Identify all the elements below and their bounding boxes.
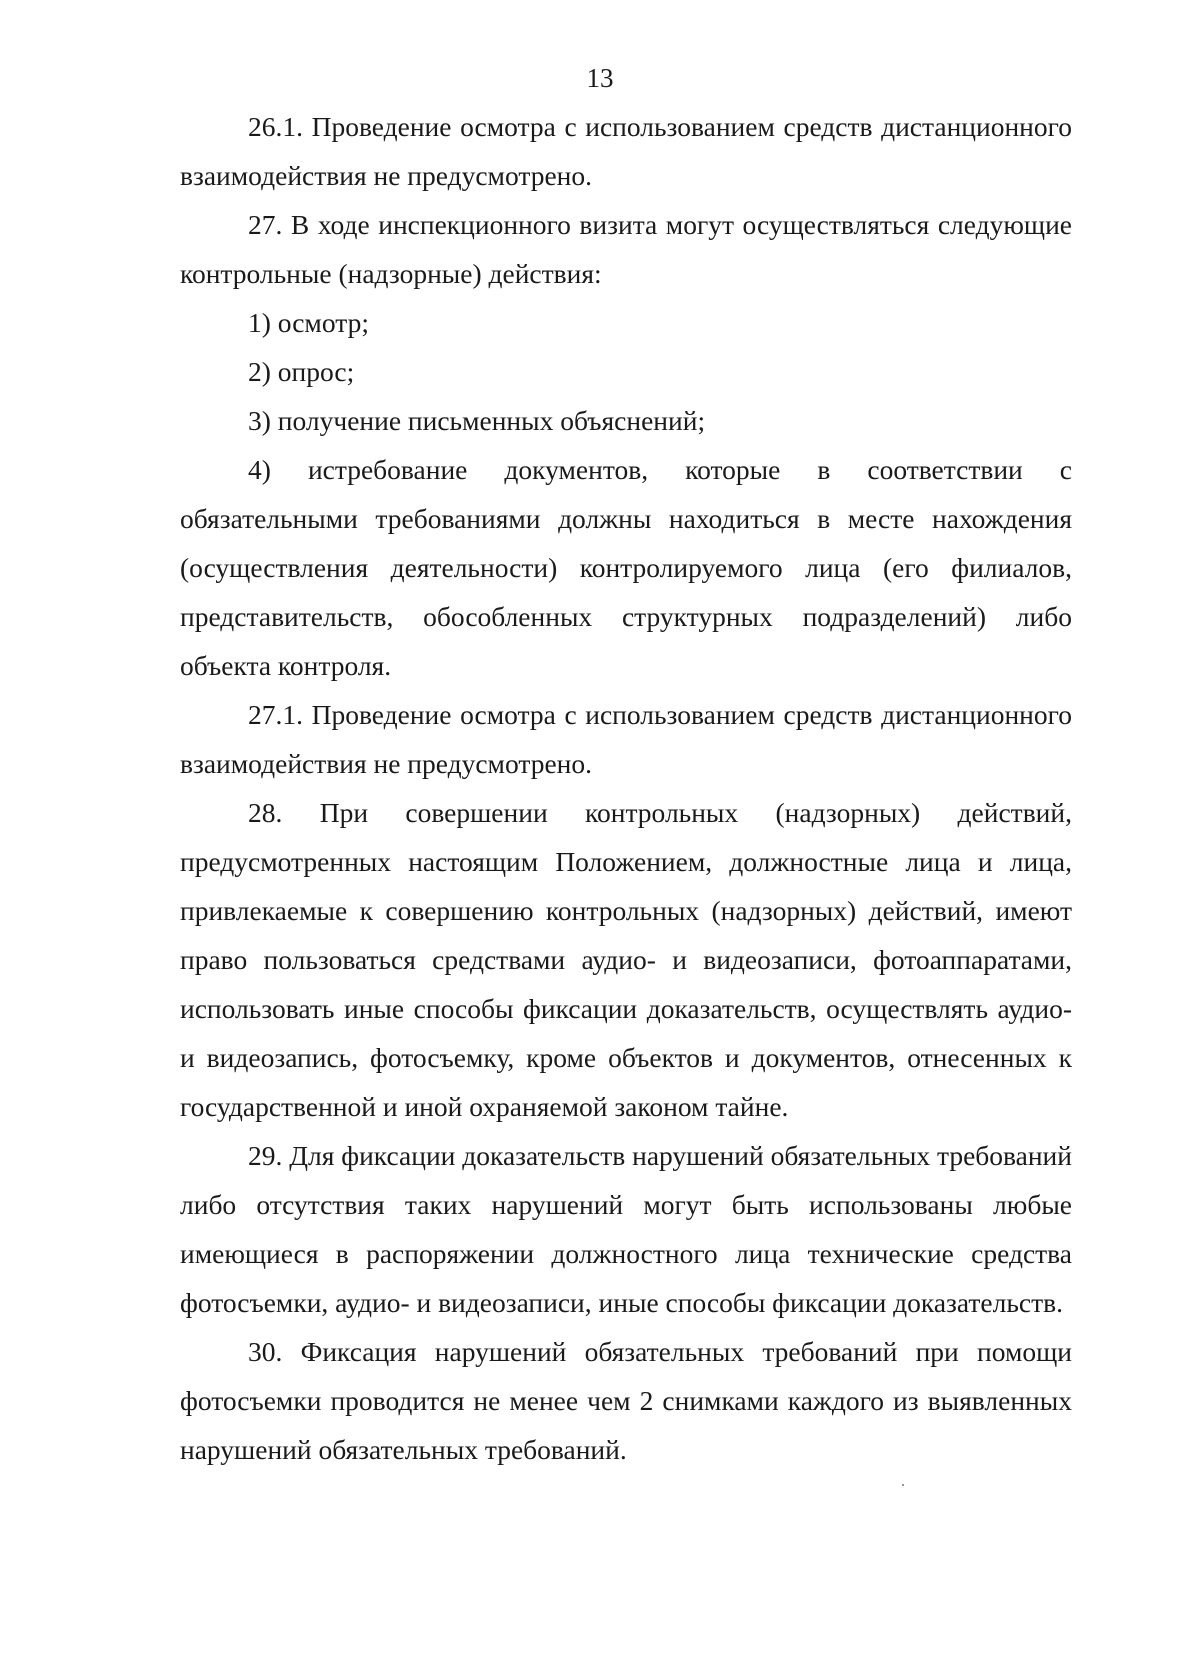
document-body (180, 102, 1072, 1474)
paragraph-29: 29. Для фиксации доказательств нарушений обязательных требований либо отсутствия таких нарушений могут быть использованы любые имеющиеся в распоряжении должностного лица технические средства фотосъемки, аудио- и видеозаписи, иные способы фиксации доказательств. (180, 1140, 1072, 1318)
paragraph-30: 30. Фиксация нарушений обязательных требований при помощи фотосъемки проводится не менее чем 2 снимками каждого из выявленных нарушений обязательных требований. (180, 1336, 1072, 1465)
paragraph-27: 27. В ходе инспекционного визита могут осуществляться следующие контрольные (надзорные) действия: (180, 209, 1072, 289)
paragraph-28: 28. При совершении контрольных (надзорных) действий, предусмотренных настоящим Положением, должностные лица и лица, привлекаемые к совершению контрольных (надзорных) действий, имеют право пользоваться средствами аудио- и видеозаписи, фотоаппаратами, использовать иные способы фиксации доказательств, осуществлять аудио- и видеозапись, фотосъемку, кроме объектов и документов, отнесенных к государственной и иной охраняемой законом тайне. (180, 797, 1072, 1122)
paragraph-26-1: 26.1. Проведение осмотра с использованием средств дистанционного взаимодействия не предусмотрено. (180, 111, 1072, 191)
list-item-inspection-action: 2) опрос; (248, 356, 355, 387)
list-item-inspection-action: 1) осмотр; (248, 307, 369, 338)
list-item-inspection-action: 3) получение письменных объяснений; (248, 405, 706, 436)
scan-speck (902, 1484, 904, 1486)
list-item-inspection-action: 4) истребование документов, которые в соответствии с обязательными требованиями должны находиться в месте нахождения (осуществления деятельности) контролируемого лица (его филиалов, представительств, обособленных структурных подразделений) либо объекта контроля. (180, 454, 1072, 681)
page-number: 13 (586, 63, 614, 93)
paragraph-27-1: 27.1. Проведение осмотра с использованием средств дистанционного взаимодействия не предусмотрено. (180, 699, 1072, 779)
